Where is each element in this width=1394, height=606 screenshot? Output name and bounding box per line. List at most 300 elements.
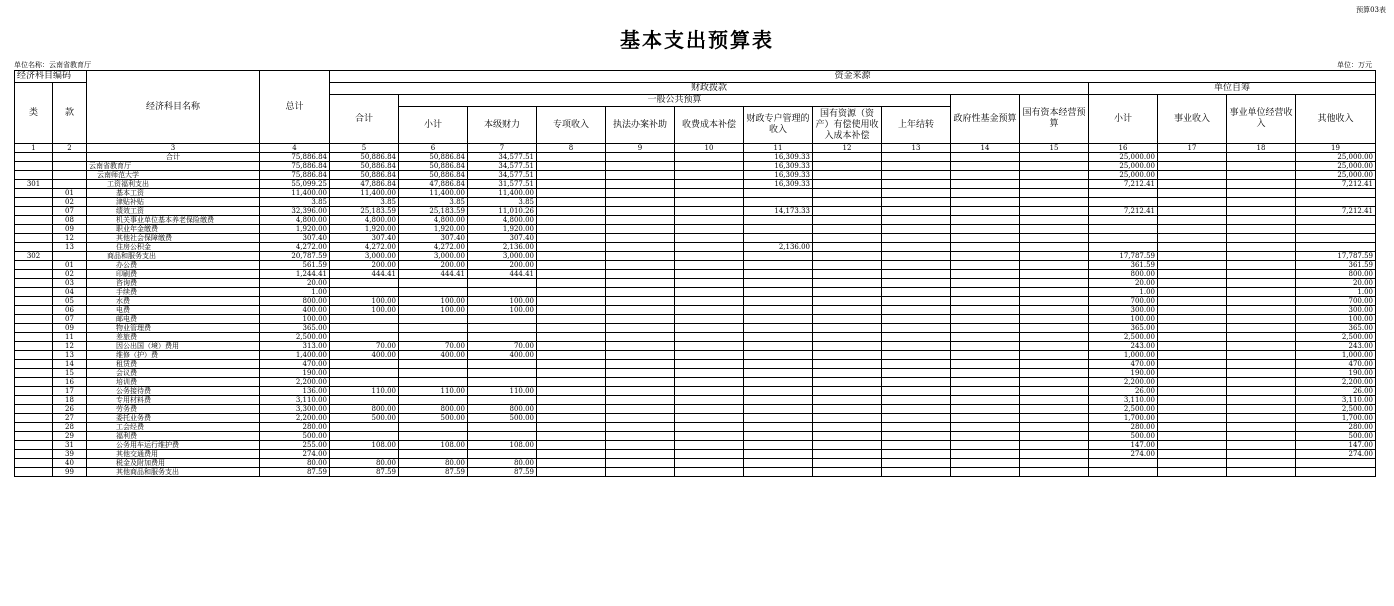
amount-cell xyxy=(1158,171,1227,180)
amount-cell xyxy=(882,369,951,378)
amount-cell: 1,920.00 xyxy=(468,225,537,234)
column-number: 2 xyxy=(53,144,87,153)
amount-cell xyxy=(1158,306,1227,315)
amount-cell xyxy=(951,423,1020,432)
amount-cell xyxy=(675,387,744,396)
amount-cell xyxy=(744,378,813,387)
econ-name-cell: 培训费 xyxy=(87,378,260,387)
amount-cell: 11,010.26 xyxy=(468,207,537,216)
amount-cell: 3,000.00 xyxy=(399,252,468,261)
amount-cell xyxy=(468,279,537,288)
class-code-cell xyxy=(15,432,53,441)
amount-cell xyxy=(1158,360,1227,369)
econ-name-cell: 委托业务费 xyxy=(87,414,260,423)
amount-cell: 800.00 xyxy=(260,297,330,306)
amount-cell: 307.40 xyxy=(468,234,537,243)
class-code-cell xyxy=(15,333,53,342)
amount-cell xyxy=(1227,189,1296,198)
econ-name-cell: 福利费 xyxy=(87,432,260,441)
amount-cell xyxy=(1227,297,1296,306)
table-row xyxy=(15,279,1376,288)
amount-cell xyxy=(813,207,882,216)
item-code-cell: 29 xyxy=(53,432,87,441)
amount-cell xyxy=(1227,252,1296,261)
item-code-cell: 27 xyxy=(53,414,87,423)
amount-cell: 20.00 xyxy=(260,279,330,288)
amount-cell xyxy=(1020,405,1089,414)
amount-cell xyxy=(399,333,468,342)
class-code-cell xyxy=(15,153,53,162)
amount-cell: 3,000.00 xyxy=(468,252,537,261)
amount-cell: 31,577.51 xyxy=(468,180,537,189)
form-number: 预算03表 xyxy=(1356,6,1386,14)
amount-cell xyxy=(1020,450,1089,459)
amount-cell xyxy=(1227,234,1296,243)
amount-cell xyxy=(537,369,606,378)
amount-cell: 108.00 xyxy=(468,441,537,450)
amount-cell xyxy=(675,333,744,342)
header-local-financial: 本级财力 xyxy=(468,107,537,144)
item-code-cell: 18 xyxy=(53,396,87,405)
amount-cell xyxy=(606,153,675,162)
econ-name-cell: 津贴补贴 xyxy=(87,198,260,207)
amount-cell xyxy=(951,351,1020,360)
amount-cell xyxy=(951,333,1020,342)
econ-name-cell: 邮电费 xyxy=(87,315,260,324)
amount-cell: 1,400.00 xyxy=(260,351,330,360)
amount-cell xyxy=(1227,396,1296,405)
class-code-cell xyxy=(15,225,53,234)
amount-cell: 100.00 xyxy=(399,297,468,306)
amount-cell xyxy=(537,405,606,414)
amount-cell xyxy=(744,216,813,225)
amount-cell xyxy=(537,288,606,297)
amount-cell: 444.41 xyxy=(468,270,537,279)
amount-cell xyxy=(744,459,813,468)
amount-cell xyxy=(744,252,813,261)
amount-cell xyxy=(330,378,399,387)
amount-cell: 16,309.33 xyxy=(744,153,813,162)
amount-cell xyxy=(882,333,951,342)
amount-cell: 444.41 xyxy=(399,270,468,279)
class-code-cell xyxy=(15,450,53,459)
amount-cell xyxy=(330,333,399,342)
amount-cell: 243.00 xyxy=(1296,342,1376,351)
amount-cell xyxy=(399,279,468,288)
table-row xyxy=(15,171,1376,180)
econ-name-cell: 商品和服务支出 xyxy=(87,252,260,261)
table-row xyxy=(15,405,1376,414)
amount-cell: 20,787.59 xyxy=(260,252,330,261)
item-code-cell xyxy=(53,171,87,180)
amount-cell: 500.00 xyxy=(260,432,330,441)
class-code-cell xyxy=(15,198,53,207)
item-code-cell: 39 xyxy=(53,450,87,459)
amount-cell: 100.00 xyxy=(260,315,330,324)
budget-table xyxy=(14,70,1376,477)
amount-cell xyxy=(744,396,813,405)
amount-cell xyxy=(1089,243,1158,252)
amount-cell xyxy=(1020,306,1089,315)
amount-cell xyxy=(813,324,882,333)
amount-cell: 365.00 xyxy=(260,324,330,333)
amount-cell xyxy=(1158,243,1227,252)
amount-cell: 4,800.00 xyxy=(468,216,537,225)
amount-cell xyxy=(537,270,606,279)
amount-cell xyxy=(399,324,468,333)
item-code-cell: 05 xyxy=(53,297,87,306)
amount-cell xyxy=(1227,432,1296,441)
amount-cell xyxy=(1020,225,1089,234)
amount-cell xyxy=(1227,333,1296,342)
amount-cell xyxy=(1089,468,1158,477)
amount-cell xyxy=(330,432,399,441)
header-class: 类 xyxy=(15,83,53,144)
amount-cell xyxy=(1020,180,1089,189)
amount-cell: 2,500.00 xyxy=(1089,405,1158,414)
amount-cell xyxy=(537,414,606,423)
item-code-cell: 26 xyxy=(53,405,87,414)
amount-cell xyxy=(1158,333,1227,342)
amount-cell xyxy=(813,423,882,432)
amount-cell xyxy=(951,180,1020,189)
amount-cell xyxy=(1296,234,1376,243)
table-row xyxy=(15,351,1376,360)
amount-cell xyxy=(1020,333,1089,342)
amount-cell xyxy=(675,171,744,180)
amount-cell xyxy=(1296,189,1376,198)
item-code-cell: 04 xyxy=(53,288,87,297)
amount-cell xyxy=(882,459,951,468)
amount-cell: 1,244.41 xyxy=(260,270,330,279)
amount-cell xyxy=(951,234,1020,243)
amount-cell: 500.00 xyxy=(468,414,537,423)
amount-cell xyxy=(882,414,951,423)
amount-cell xyxy=(675,207,744,216)
amount-cell: 34,577.51 xyxy=(468,171,537,180)
amount-cell: 1,700.00 xyxy=(1296,414,1376,423)
amount-cell xyxy=(330,279,399,288)
amount-cell xyxy=(468,315,537,324)
table-row xyxy=(15,297,1376,306)
header-business-income: 事业收入 xyxy=(1158,95,1227,144)
amount-cell xyxy=(606,351,675,360)
amount-cell xyxy=(606,162,675,171)
amount-cell xyxy=(951,162,1020,171)
amount-cell xyxy=(537,315,606,324)
amount-cell: 4,272.00 xyxy=(399,243,468,252)
column-number: 11 xyxy=(744,144,813,153)
class-code-cell xyxy=(15,396,53,405)
amount-cell: 87.59 xyxy=(468,468,537,477)
class-code-cell: 301 xyxy=(15,180,53,189)
amount-cell xyxy=(882,225,951,234)
table-row xyxy=(15,369,1376,378)
amount-cell xyxy=(1227,405,1296,414)
item-code-cell: 07 xyxy=(53,315,87,324)
table-row xyxy=(15,396,1376,405)
amount-cell xyxy=(606,243,675,252)
amount-cell: 50,886.84 xyxy=(399,153,468,162)
amount-cell xyxy=(1020,324,1089,333)
column-number: 19 xyxy=(1296,144,1376,153)
amount-cell xyxy=(606,315,675,324)
amount-cell xyxy=(537,396,606,405)
amount-cell: 361.59 xyxy=(1296,261,1376,270)
amount-cell: 3,110.00 xyxy=(1089,396,1158,405)
amount-cell xyxy=(675,297,744,306)
amount-cell xyxy=(882,405,951,414)
amount-cell xyxy=(1227,387,1296,396)
amount-cell xyxy=(675,234,744,243)
amount-cell xyxy=(537,153,606,162)
econ-name-cell: 云南师范大学 xyxy=(87,171,260,180)
amount-cell: 274.00 xyxy=(1089,450,1158,459)
amount-cell xyxy=(606,459,675,468)
amount-cell: 500.00 xyxy=(330,414,399,423)
column-number: 7 xyxy=(468,144,537,153)
amount-cell xyxy=(675,189,744,198)
amount-cell xyxy=(675,315,744,324)
amount-cell: 87.59 xyxy=(399,468,468,477)
amount-cell xyxy=(1158,261,1227,270)
amount-cell: 274.00 xyxy=(260,450,330,459)
item-code-cell: 13 xyxy=(53,243,87,252)
amount-cell xyxy=(813,288,882,297)
amount-cell: 1,920.00 xyxy=(330,225,399,234)
econ-name-cell: 其他交通费用 xyxy=(87,450,260,459)
amount-cell: 108.00 xyxy=(399,441,468,450)
amount-cell xyxy=(675,396,744,405)
amount-cell: 25,000.00 xyxy=(1089,171,1158,180)
amount-cell xyxy=(744,297,813,306)
amount-cell: 70.00 xyxy=(330,342,399,351)
item-code-cell: 12 xyxy=(53,342,87,351)
amount-cell xyxy=(1158,441,1227,450)
amount-cell: 100.00 xyxy=(399,306,468,315)
amount-cell: 300.00 xyxy=(1296,306,1376,315)
amount-cell xyxy=(606,171,675,180)
econ-name-cell: 公务用车运行维护费 xyxy=(87,441,260,450)
amount-cell xyxy=(1089,459,1158,468)
amount-cell: 100.00 xyxy=(468,297,537,306)
item-code-cell: 09 xyxy=(53,225,87,234)
amount-cell: 190.00 xyxy=(1089,369,1158,378)
amount-cell xyxy=(675,261,744,270)
header-special-mgmt: 财政专户管理的收入 xyxy=(744,107,813,144)
amount-cell: 2,200.00 xyxy=(1296,378,1376,387)
amount-cell xyxy=(675,378,744,387)
amount-cell xyxy=(1158,252,1227,261)
amount-cell xyxy=(675,180,744,189)
amount-cell xyxy=(537,180,606,189)
amount-cell xyxy=(813,189,882,198)
header-gb-subtotal: 小计 xyxy=(399,107,468,144)
amount-cell: 11,400.00 xyxy=(260,189,330,198)
amount-cell xyxy=(951,207,1020,216)
amount-cell xyxy=(1227,423,1296,432)
item-code-cell xyxy=(53,162,87,171)
amount-cell xyxy=(537,279,606,288)
econ-name-cell: 水费 xyxy=(87,297,260,306)
amount-cell: 25,000.00 xyxy=(1089,153,1158,162)
amount-cell xyxy=(675,441,744,450)
amount-cell xyxy=(1296,225,1376,234)
amount-cell xyxy=(882,234,951,243)
table-row xyxy=(15,216,1376,225)
amount-cell xyxy=(675,468,744,477)
amount-cell xyxy=(537,306,606,315)
amount-cell: 200.00 xyxy=(330,261,399,270)
amount-cell xyxy=(606,297,675,306)
header-self-subtotal: 小计 xyxy=(1089,95,1158,144)
amount-cell xyxy=(1020,279,1089,288)
amount-cell: 4,800.00 xyxy=(399,216,468,225)
amount-cell xyxy=(675,153,744,162)
amount-cell: 50,886.84 xyxy=(399,171,468,180)
amount-cell: 470.00 xyxy=(1296,360,1376,369)
amount-cell xyxy=(813,468,882,477)
amount-cell: 500.00 xyxy=(1089,432,1158,441)
amount-cell xyxy=(330,288,399,297)
amount-cell xyxy=(399,360,468,369)
amount-cell xyxy=(1158,153,1227,162)
item-code-cell: 40 xyxy=(53,459,87,468)
item-code-cell: 03 xyxy=(53,279,87,288)
header-gov-fund: 政府性基金预算 xyxy=(951,95,1020,144)
amount-cell: 47,886.84 xyxy=(399,180,468,189)
table-row xyxy=(15,243,1376,252)
amount-cell xyxy=(537,252,606,261)
amount-cell: 300.00 xyxy=(1089,306,1158,315)
amount-cell xyxy=(882,261,951,270)
amount-cell: 50,886.84 xyxy=(330,171,399,180)
table-row xyxy=(15,459,1376,468)
amount-cell xyxy=(1158,270,1227,279)
amount-cell: 25,000.00 xyxy=(1296,171,1376,180)
amount-cell xyxy=(537,342,606,351)
amount-cell: 11,400.00 xyxy=(330,189,399,198)
amount-cell: 2,136.00 xyxy=(744,243,813,252)
class-code-cell: 302 xyxy=(15,252,53,261)
amount-cell xyxy=(744,198,813,207)
amount-cell xyxy=(1227,198,1296,207)
amount-cell xyxy=(1158,342,1227,351)
amount-cell xyxy=(882,324,951,333)
amount-cell xyxy=(744,333,813,342)
amount-cell: 561.59 xyxy=(260,261,330,270)
amount-cell xyxy=(1158,180,1227,189)
header-fiscal: 财政拨款 xyxy=(330,83,1089,95)
header-state-capital: 国有资本经营预算 xyxy=(1020,95,1089,144)
amount-cell xyxy=(537,243,606,252)
amount-cell: 7,212.41 xyxy=(1296,207,1376,216)
amount-cell xyxy=(1089,198,1158,207)
amount-cell xyxy=(537,207,606,216)
amount-cell xyxy=(537,441,606,450)
amount-cell: 20.00 xyxy=(1296,279,1376,288)
amount-cell xyxy=(813,378,882,387)
class-code-cell xyxy=(15,162,53,171)
amount-cell xyxy=(399,423,468,432)
amount-cell xyxy=(468,423,537,432)
header-enforcement: 执法办案补助 xyxy=(606,107,675,144)
amount-cell xyxy=(951,378,1020,387)
amount-cell xyxy=(951,297,1020,306)
column-number: 9 xyxy=(606,144,675,153)
amount-cell xyxy=(1227,360,1296,369)
amount-cell xyxy=(1158,198,1227,207)
class-code-cell xyxy=(15,288,53,297)
amount-cell xyxy=(882,216,951,225)
amount-cell xyxy=(882,378,951,387)
table-row xyxy=(15,441,1376,450)
amount-cell: 280.00 xyxy=(1089,423,1158,432)
class-code-cell xyxy=(15,468,53,477)
amount-cell xyxy=(1158,351,1227,360)
amount-cell: 16,309.33 xyxy=(744,180,813,189)
table-row xyxy=(15,207,1376,216)
amount-cell xyxy=(744,279,813,288)
amount-cell xyxy=(468,432,537,441)
table-row xyxy=(15,261,1376,270)
amount-cell xyxy=(882,162,951,171)
header-other-income: 其他收入 xyxy=(1296,95,1376,144)
amount-cell xyxy=(1296,468,1376,477)
amount-cell xyxy=(606,342,675,351)
amount-cell: 2,500.00 xyxy=(1296,405,1376,414)
class-code-cell xyxy=(15,360,53,369)
amount-cell xyxy=(813,414,882,423)
amount-cell xyxy=(675,162,744,171)
amount-cell: 2,136.00 xyxy=(468,243,537,252)
amount-cell xyxy=(813,153,882,162)
amount-cell xyxy=(744,324,813,333)
amount-cell: 7,212.41 xyxy=(1089,207,1158,216)
amount-cell xyxy=(330,369,399,378)
amount-cell xyxy=(1227,414,1296,423)
table-row xyxy=(15,324,1376,333)
amount-cell xyxy=(951,252,1020,261)
amount-cell xyxy=(1158,459,1227,468)
amount-cell xyxy=(1227,216,1296,225)
amount-cell xyxy=(1158,225,1227,234)
amount-cell xyxy=(1020,423,1089,432)
amount-cell xyxy=(1227,279,1296,288)
amount-cell xyxy=(744,450,813,459)
econ-name-cell: 工资福利支出 xyxy=(87,180,260,189)
column-number: 15 xyxy=(1020,144,1089,153)
item-code-cell: 15 xyxy=(53,369,87,378)
table-row xyxy=(15,306,1376,315)
amount-cell: 110.00 xyxy=(330,387,399,396)
column-number: 4 xyxy=(260,144,330,153)
amount-cell: 25,000.00 xyxy=(1296,162,1376,171)
amount-cell xyxy=(951,432,1020,441)
amount-cell xyxy=(813,261,882,270)
amount-cell: 800.00 xyxy=(330,405,399,414)
econ-name-cell: 住房公积金 xyxy=(87,243,260,252)
amount-cell xyxy=(1020,216,1089,225)
amount-cell xyxy=(1227,261,1296,270)
amount-cell: 365.00 xyxy=(1089,324,1158,333)
amount-cell xyxy=(882,342,951,351)
amount-cell: 26.00 xyxy=(1296,387,1376,396)
amount-cell xyxy=(468,369,537,378)
amount-cell: 80.00 xyxy=(260,459,330,468)
amount-cell: 110.00 xyxy=(468,387,537,396)
amount-cell xyxy=(882,189,951,198)
